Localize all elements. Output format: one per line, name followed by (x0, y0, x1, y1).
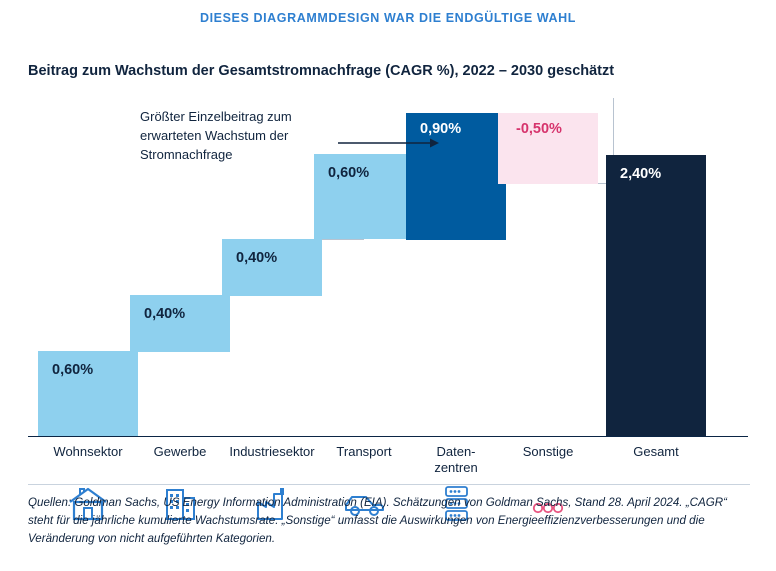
x-label-gewerbe: Gewerbe (153, 444, 207, 459)
footnote-text: Quellen: Goldman Sachs, US Energy Information Administration (EIA). Schätzungen von Goldman Sachs, Stand 28. April 2024. „CAGR“ steht für die jährliche kumulierte Wachstumsrate. „Sonstige“ umfasst die Auswirkungen von Energieeffizienzverbesserungen und die Veränderung von nicht aufgeführten Kategorien. (28, 496, 727, 545)
x-label-datenzentren-line2: zentren (434, 460, 478, 476)
x-label-gesamt: Gesamt (633, 444, 679, 459)
x-axis-line (28, 436, 748, 437)
x-axis-labels (28, 440, 748, 486)
footnote-divider (28, 484, 750, 485)
x-label-sonstige: Sonstige (522, 444, 574, 459)
kicker-text: DIESES DIAGRAMMDESIGN WAR DIE ENDGÜLTIGE WAHL (199, 11, 577, 25)
bar-label-gewerbe: 0,40% (144, 306, 186, 322)
x-label-transport: Transport (336, 444, 392, 459)
bar-gewerbe[interactable] (130, 295, 230, 352)
page-title: Beitrag zum Wachstum der Gesamtstromnachfrage (CAGR %), 2022 – 2030 geschätzt (28, 63, 615, 79)
bar-label-gesamt: 2,40% (620, 166, 662, 182)
x-label-industriesektor: Industriesektor (229, 444, 315, 459)
x-label-wohnsektor: Wohnsektor (53, 444, 123, 459)
bar-label-sonstige: -0,50% (516, 121, 562, 137)
annotation-text: Größter Einzelbeitrag zum erwarteten Wachstum der Stromnachfrage (140, 109, 292, 162)
bar-gesamt[interactable] (606, 155, 706, 436)
x-label-datenzentren-line1: Daten- (436, 444, 476, 459)
bar-label-transport: 0,60% (328, 165, 370, 181)
bar-industriesektor[interactable] (222, 239, 322, 296)
bar-label-datenzentren: 0,90% (420, 121, 462, 137)
annotation-arrow-icon (338, 137, 440, 149)
bar-label-industriesektor: 0,40% (236, 250, 278, 266)
x-label-datenzentren (406, 444, 506, 477)
bar-label-wohnsektor: 0,60% (52, 362, 94, 378)
